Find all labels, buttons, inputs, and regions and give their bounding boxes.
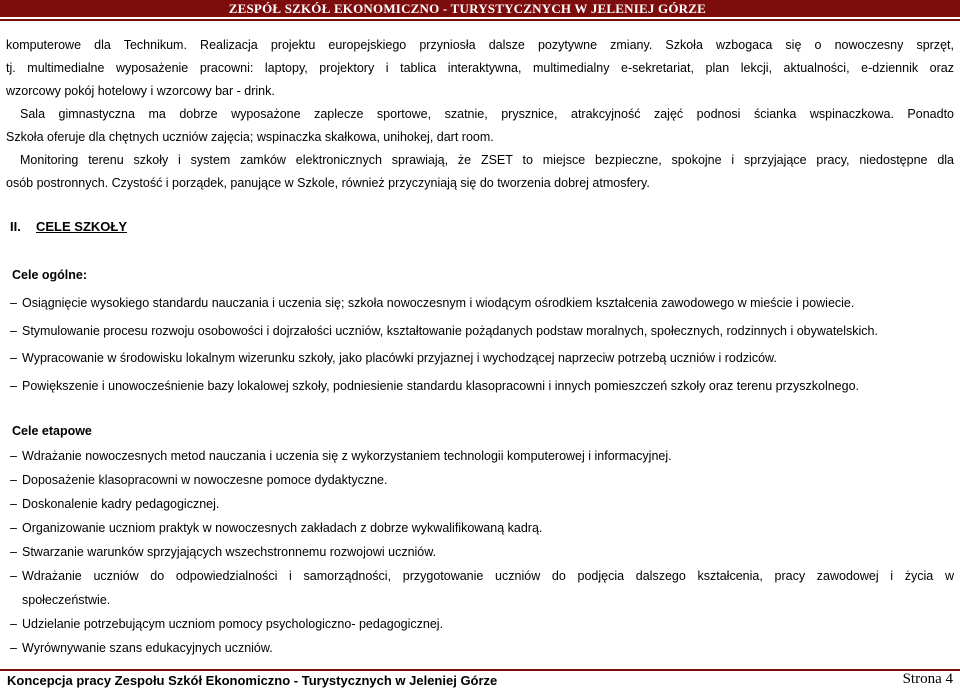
list-item: – Stwarzanie warunków sprzyjających wszechstronnemu rozwojowi uczniów. — [0, 540, 960, 564]
footer-rule — [0, 669, 960, 671]
section-number: II. — [10, 219, 21, 234]
document-body — [0, 34, 960, 660]
header-band — [0, 0, 960, 17]
intro-line-4: Sala gimnastyczna ma dobrze wyposażone zaplecze sportowe, szatnie, prysznice, atrakcyjność zajęć podnosi ścianka wspinaczkowa. Ponadto — [20, 107, 954, 121]
dash-bullet: – — [10, 521, 17, 535]
list-item: – Wypracowanie w środowisku lokalnym wizerunku szkoły, jako placówki przyjaznej i wychodzącej naprzeciw potrzebą uczniów i rodziców. — [0, 345, 960, 373]
list-item: – Wdrażanie nowoczesnych metod nauczania i uczenia się z wykorzystaniem technologii komputerowej i informacyjnej. — [0, 444, 960, 468]
dash-bullet: – — [10, 296, 17, 310]
dash-bullet: – — [10, 449, 17, 463]
section-title: CELE SZKOŁY — [36, 219, 128, 234]
dash-bullet: – — [10, 323, 17, 338]
section-heading — [0, 215, 960, 238]
dash-bullet: – — [10, 497, 17, 511]
list-item: – Udzielanie potrzebującym uczniom pomocy psychologiczno- pedagogicznej. — [0, 612, 960, 636]
dash-bullet: – — [10, 545, 17, 559]
list-item: – Doposażenie klasopracowni w nowoczesne pomoce dydaktyczne. — [0, 468, 960, 492]
general-goals-heading: Cele ogólne: — [12, 268, 88, 282]
header-rule — [0, 19, 960, 21]
list-item: – Powiększenie i unowocześnienie bazy lokalowej szkoły, podniesienie standardu klasopracowni i innych pomieszczeń szkoły oraz terenu przyszkolnego. — [0, 373, 960, 401]
list-item: – Wdrażanie uczniów do odpowiedzialności i samorządności, przygotowanie uczniów do podjęcia dalszego kształcenia, pracy zawodowej i życia w — [0, 564, 960, 588]
dash-bullet: – — [10, 473, 17, 487]
header-title: ZESPÓŁ SZKÓŁ EKONOMICZNO - TURYSTYCZNYCH W JELENIEJ GÓRZE — [228, 1, 706, 16]
list-item: – Organizowanie uczniom praktyk w nowoczesnych zakładach z dobrze wykwalifikowaną kadrą. — [0, 516, 960, 540]
list-item: – Wyrównywanie szans edukacyjnych uczniów. — [0, 636, 960, 660]
list-item: – Stymulowanie procesu rozwoju osobowości i dojrzałości uczniów, kształtowanie pożądanych podstaw moralnych, społecznych, rodzinnych i obywatelskich. — [0, 318, 960, 346]
list-item: – Osiągnięcie wysokiego standardu nauczania i uczenia się; szkoła nowoczesnym i wiodącym ośrodkiem kształcenia zawodowego w mieście i powiecie. — [0, 290, 960, 318]
page-number: Strona 4 — [902, 671, 953, 687]
intro-line-7: osób postronnych. Czystość i porządek, panujące w Szkole, również przyczyniają się do tworzenia dobrej atmosfery. — [6, 176, 650, 190]
stage-goals-heading: Cele etapowe — [12, 424, 92, 438]
dash-bullet: – — [10, 351, 17, 365]
intro-line-5: Szkoła oferuje dla chętnych uczniów zajęcia; wspinaczka skałkowa, unihokej, dart room. — [6, 130, 494, 144]
page-footer — [0, 669, 960, 691]
footer-document-title: Koncepcja pracy Zespołu Szkół Ekonomiczno - Turystycznych w Jeleniej Górze — [7, 673, 498, 688]
list-item: – Doskonalenie kadry pedagogicznej. — [0, 492, 960, 516]
intro-line-6: Monitoring terenu szkoły i system zamków elektronicznych sprawiają, że ZSET to miejsce bezpieczne, spokojne i sprzyjające pracy, niedostępne dla — [20, 153, 954, 167]
list-item-continuation: społeczeństwie. — [22, 593, 111, 607]
dash-bullet: – — [10, 378, 17, 393]
dash-bullet: – — [10, 617, 17, 631]
intro-line-2: tj. multimedialne wyposażenie pracowni: laptopy, projektory i tablica interaktywna, multimedialny e-sekretariat, plan lekcji, aktualności, e-dziennik oraz — [6, 61, 954, 75]
dash-bullet: – — [10, 569, 17, 583]
intro-line-3: wzorcowy pokój hotelowy i wzorcowy bar - drink. — [6, 84, 275, 98]
dash-bullet: – — [10, 641, 17, 655]
intro-line-1: komputerowe dla Technikum. Realizacja projektu europejskiego przyniosła dalsze pozytywne zmiany. Szkoła wzbogaca się o nowoczesny sprzęt, — [6, 38, 954, 52]
